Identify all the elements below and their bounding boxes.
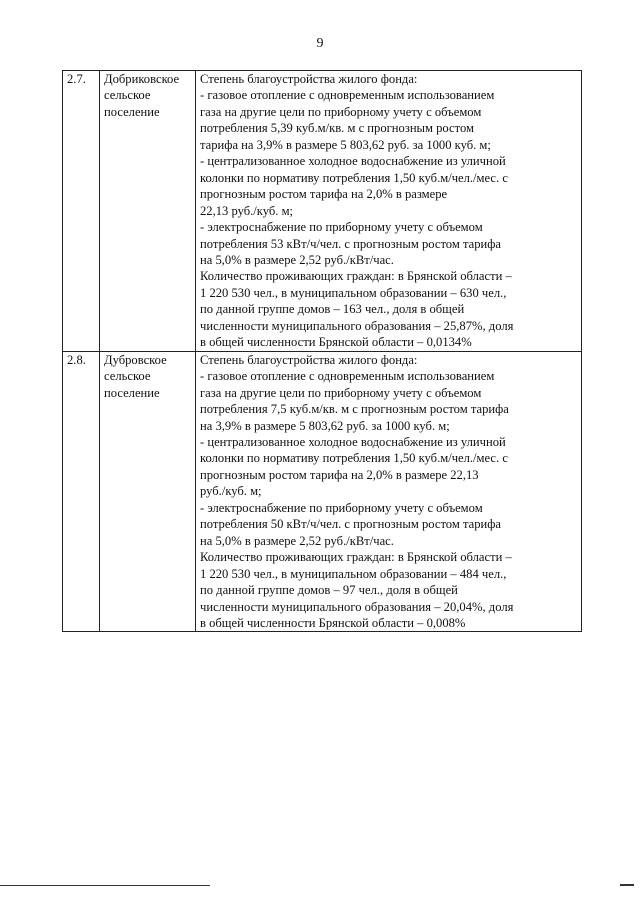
description-line: потребления 7,5 куб.м/кв. м с прогнозным ростом тарифа (200, 402, 509, 417)
description-line: прогнозным ростом тарифа на 2,0% в размере (200, 187, 448, 202)
description-line: газа на другие цели по приборному учету с объемом (200, 104, 482, 119)
table-row (63, 351, 582, 632)
housing-description-cell (196, 71, 582, 352)
settlement-name-line: сельское (104, 369, 151, 384)
description-line: Количество проживающих граждан: в Брянской области – (200, 269, 512, 284)
description-line: - электроснабжение по приборному учету с объемом (200, 220, 483, 235)
description-line: в общей численности Брянской области – 0,0134% (200, 335, 472, 350)
description-line: на 5,0% в размере 2,52 руб./кВт/час. (200, 533, 394, 548)
description-line: 1 220 530 чел., в муниципальном образовании – 484 чел., (200, 566, 507, 581)
settlement-name-line: поселение (104, 385, 160, 400)
description-line: численности муниципального образования – 25,87%, доля (200, 318, 514, 333)
settlements-table (62, 70, 582, 632)
description-line: потребления 5,39 куб.м/кв. м с прогнозным ростом (200, 121, 474, 136)
page-number: 9 (316, 36, 324, 51)
settlement-name-cell (100, 71, 196, 352)
description-line: руб./куб. м; (200, 484, 262, 499)
description-line: - газовое отопление с одновременным использованием (200, 369, 495, 384)
description-line: потребления 50 кВт/ч/чел. с прогнозным ростом тарифа (200, 517, 502, 532)
description-line: Степень благоустройства жилого фонда: (200, 72, 418, 86)
description-line: - электроснабжение по приборному учету с объемом (200, 500, 483, 515)
row-number: 2.7. (63, 71, 100, 352)
table-row (63, 71, 582, 352)
description-line: потребления 53 кВт/ч/чел. с прогнозным ростом тарифа (200, 236, 502, 251)
settlement-name-line: сельское (104, 88, 151, 103)
edge-mark (620, 884, 634, 886)
description-line: 22,13 руб./куб. м; (200, 203, 294, 218)
description-line: колонки по нормативу потребления 1,50 куб.м/чел./мес. с (200, 451, 508, 466)
settlements-table-body (63, 71, 582, 632)
settlement-name-cell (100, 351, 196, 632)
description-line: численности муниципального образования – 20,04%, доля (200, 599, 514, 614)
description-line: на 3,9% в размере 5 803,62 руб. за 1000 куб. м; (200, 418, 450, 433)
footer-rule (0, 885, 210, 886)
description-line: Степень благоустройства жилого фонда: (200, 352, 418, 367)
settlement-name-line: поселение (104, 104, 160, 119)
row-number: 2.8. (63, 351, 100, 632)
settlement-name-line: Добриковское (104, 72, 180, 86)
settlement-name-line: Дубровское (104, 352, 167, 367)
description-line: - газовое отопление с одновременным использованием (200, 88, 495, 103)
description-line: по данной группе домов – 97 чел., доля в общей (200, 583, 458, 598)
description-line: прогнозным ростом тарифа на 2,0% в размере 22,13 (200, 467, 479, 482)
description-line: - централизованное холодное водоснабжение из уличной (200, 154, 506, 169)
description-line: на 5,0% в размере 2,52 руб./кВт/час. (200, 252, 394, 267)
description-line: 1 220 530 чел., в муниципальном образовании – 630 чел., (200, 285, 507, 300)
description-line: газа на другие цели по приборному учету с объемом (200, 385, 482, 400)
housing-description-cell (196, 351, 582, 632)
description-line: тарифа на 3,9% в размере 5 803,62 руб. за 1000 куб. м; (200, 137, 491, 152)
description-line: по данной группе домов – 163 чел., доля в общей (200, 302, 465, 317)
description-line: - централизованное холодное водоснабжение из уличной (200, 434, 506, 449)
description-line: в общей численности Брянской области – 0,008% (200, 615, 466, 630)
description-line: колонки по нормативу потребления 1,50 куб.м/чел./мес. с (200, 170, 508, 185)
description-line: Количество проживающих граждан: в Брянской области – (200, 550, 512, 565)
